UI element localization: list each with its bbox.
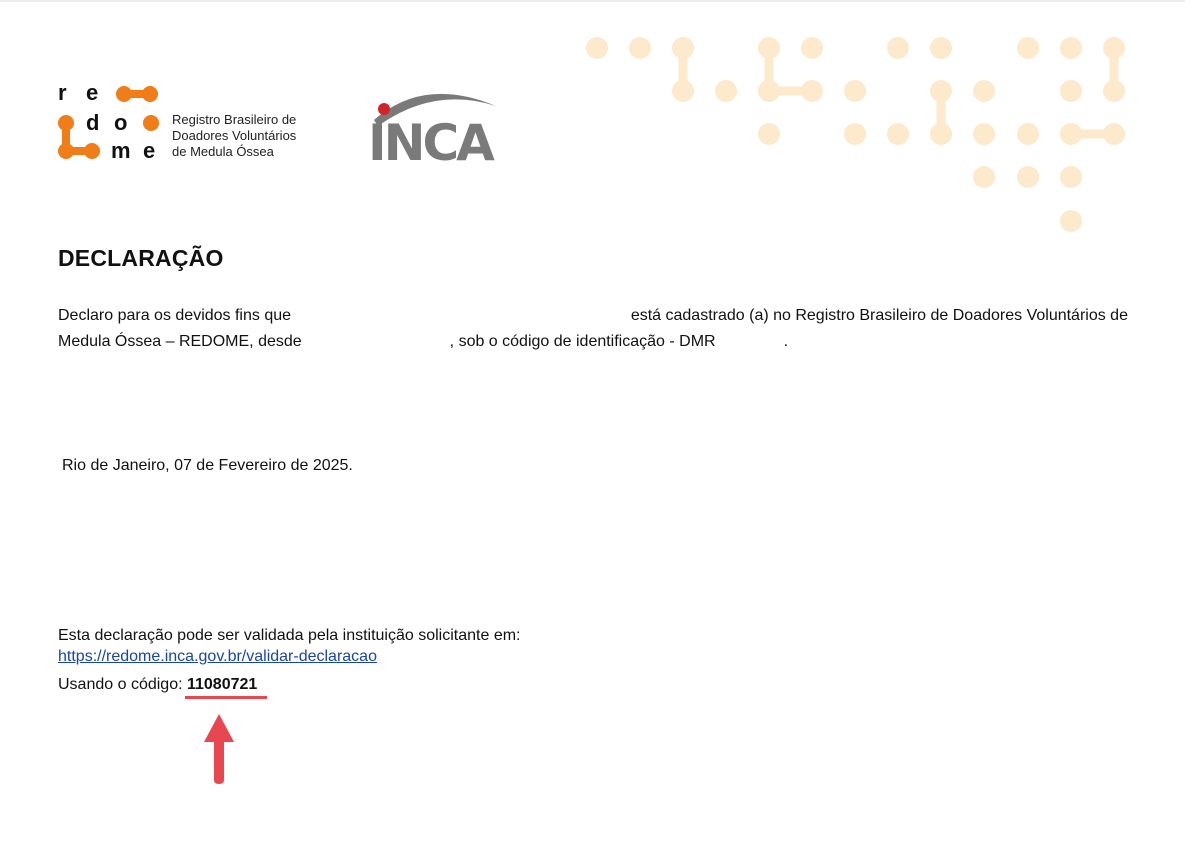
decor-dot xyxy=(1060,37,1082,59)
decor-dot xyxy=(1017,166,1039,188)
paragraph-text: está cadastrado (a) no Registro Brasileiro de Doadores Voluntários de xyxy=(630,307,1128,324)
inca-logo xyxy=(364,84,514,164)
paragraph-text: Declaro para os devidos fins que xyxy=(58,307,292,324)
redome-subtitle-line: Doadores Voluntários xyxy=(172,128,297,143)
redome-logo xyxy=(54,82,324,164)
declaration-paragraph xyxy=(58,303,1128,355)
redome-logo-dot xyxy=(84,143,100,159)
place-and-date: Rio de Janeiro, 07 de Fevereiro de 2025. xyxy=(62,457,353,474)
decor-dot xyxy=(1060,80,1082,102)
inca-logo-text: INCA xyxy=(368,114,492,164)
redome-logo-dot xyxy=(143,115,159,131)
paragraph-text: . xyxy=(783,333,789,350)
redome-logo-letter: e xyxy=(86,80,99,105)
redacted-name xyxy=(302,303,620,329)
redome-logo-letter: e xyxy=(143,138,156,163)
document-title: DECLARAÇÃO xyxy=(58,245,224,271)
redome-logo-letter: r xyxy=(58,80,67,105)
decor-dot xyxy=(1060,166,1082,188)
decor-dot xyxy=(973,166,995,188)
decor-dot xyxy=(844,123,866,145)
decor-dot xyxy=(586,37,608,59)
paragraph-text: Medula Óssea – REDOME, desde xyxy=(58,333,302,350)
validation-instruction: Esta declaração pode ser validada pela instituição solicitante em: xyxy=(58,627,521,644)
decor-dot xyxy=(715,80,737,102)
redome-logo-subtitle xyxy=(172,112,296,160)
decor-dot xyxy=(973,123,995,145)
arrow-up-icon xyxy=(202,712,236,786)
decor-dot xyxy=(973,80,995,102)
decor-dot xyxy=(1060,210,1082,232)
validation-code-value: 11080721 xyxy=(186,676,258,693)
redome-subtitle-line: Registro Brasileiro de xyxy=(172,112,297,127)
decor-dot xyxy=(629,37,651,59)
decor-dot xyxy=(930,37,952,59)
validation-link[interactable]: https://redome.inca.gov.br/validar-declaracao xyxy=(58,648,377,665)
decor-dot xyxy=(1017,37,1039,59)
redome-logo-connector xyxy=(124,90,144,98)
redome-logo-letter: o xyxy=(114,110,128,135)
paragraph-line-1 xyxy=(58,303,1128,329)
decor-dot xyxy=(1017,123,1039,145)
decor-dot xyxy=(887,123,909,145)
decor-dot xyxy=(844,80,866,102)
decor-dot xyxy=(801,37,823,59)
redome-logo-letter: m xyxy=(111,138,131,163)
redome-logo-letter: d xyxy=(86,110,100,135)
redome-subtitle-line: de Medula Óssea xyxy=(172,144,274,159)
paragraph-text: , sob o código de identificação - DMR xyxy=(449,333,716,350)
paragraph-line-2 xyxy=(58,329,1128,355)
validation-code-label: Usando o código: xyxy=(58,676,183,693)
validation-code-line xyxy=(58,676,257,694)
redome-logo-connector xyxy=(62,123,70,145)
redome-logo-dot xyxy=(142,86,158,102)
code-highlight-underline xyxy=(185,696,267,699)
decor-dot xyxy=(758,123,780,145)
decor-dot xyxy=(887,37,909,59)
